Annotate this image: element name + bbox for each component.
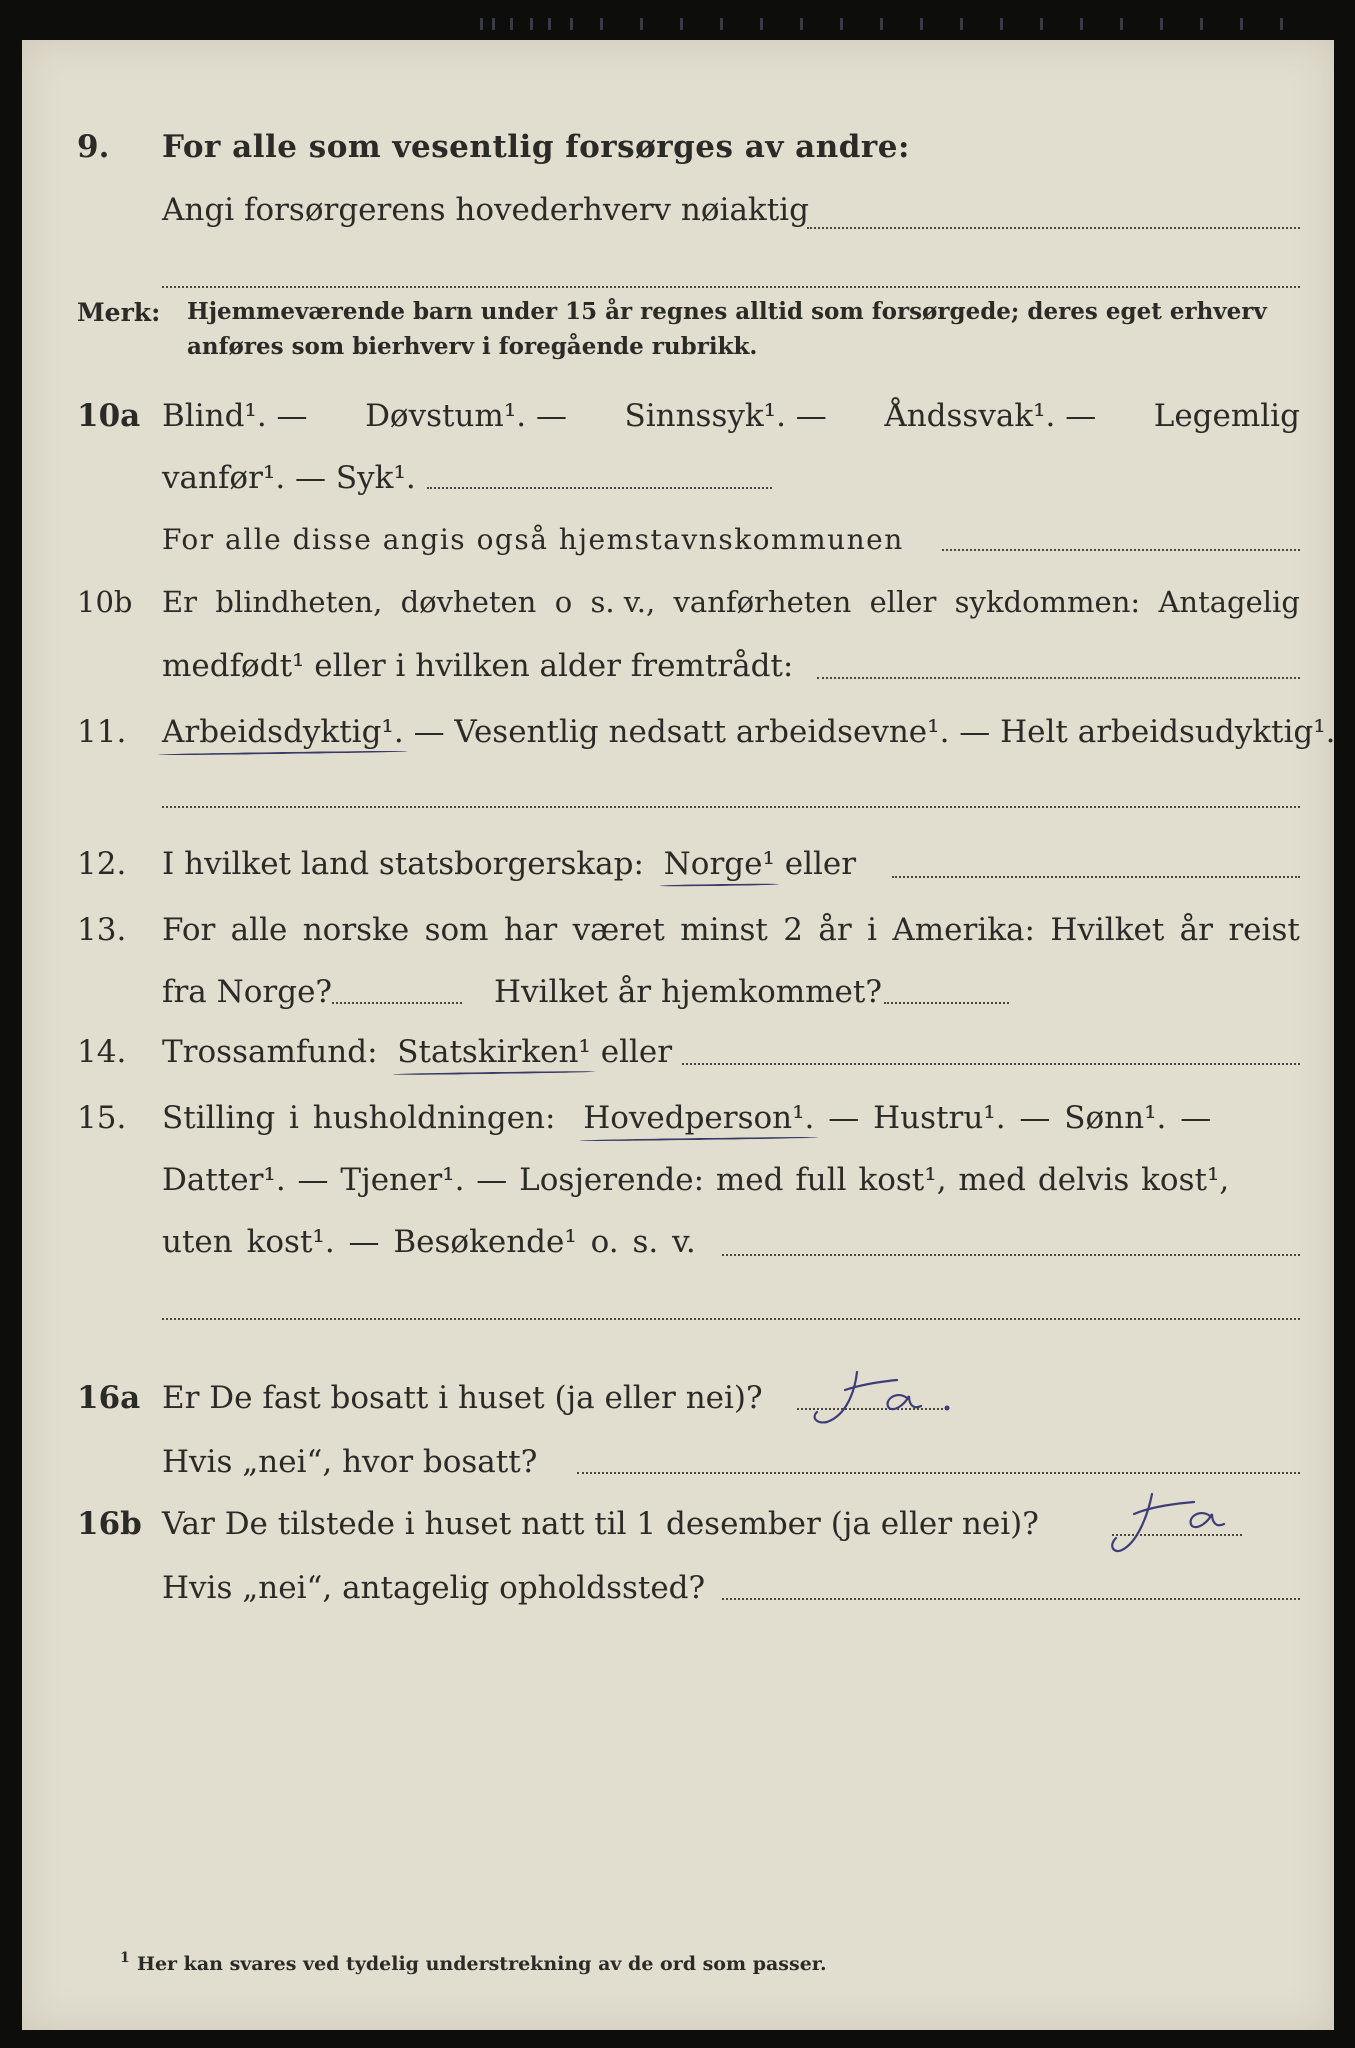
q14-line	[22, 1030, 1334, 1074]
q16a-number: 16a	[77, 1380, 141, 1416]
scan-edge-marks	[0, 0, 1355, 40]
q16b-line2	[22, 1566, 1334, 1610]
q11-rest: — Vesentlig nedsatt arbeidsevne¹. — Helt arbeidsudyktig¹.	[413, 714, 1336, 750]
q12-question: I hvilket land statsborgerskap:	[162, 846, 644, 882]
q13-word: år	[818, 912, 852, 948]
q10a-line2	[22, 456, 1334, 500]
q13-words	[162, 908, 1300, 952]
q15-line2	[22, 1158, 1334, 1202]
q12-number: 12.	[77, 846, 127, 882]
q9-line2-text: Angi forsørgerens hovederhverv nøiaktig	[162, 192, 809, 228]
q15-line1-rest: — Hustru¹. — Sønn¹. —	[828, 1100, 1212, 1136]
q16b-line2-text: Hvis „nei“, antagelig opholdssted?	[162, 1570, 706, 1606]
q15-question: Stilling i husholdningen:	[162, 1100, 556, 1136]
q13-word: Amerika:	[892, 912, 1035, 948]
q14-text	[162, 1030, 672, 1074]
q14-number: 14.	[77, 1034, 127, 1070]
q13-line1	[22, 908, 1334, 952]
q13-word: i	[867, 912, 877, 948]
q13-word: For	[162, 912, 216, 948]
q13-word: 2	[783, 912, 804, 948]
q10a-options	[162, 394, 1300, 438]
census-form-page	[22, 40, 1334, 2030]
q10b-number: 10b	[77, 585, 133, 619]
q13-word: som	[424, 912, 489, 948]
q15-answer-line-2	[162, 1318, 1300, 1320]
merk-line1-text: Hjemmeværende barn under 15 år regnes alltid som forsørgede; deres eget erhverv	[187, 298, 1267, 325]
q15-line1-text	[162, 1096, 1211, 1140]
q11-option-underlined: Arbeidsdyktig¹.	[162, 714, 404, 750]
q15-line1	[22, 1096, 1334, 1140]
q13-year-return-line	[884, 1002, 1009, 1004]
q14-answer-line	[682, 1063, 1300, 1065]
q9-answer-line-2	[162, 286, 1300, 288]
q14-tail: eller	[600, 1034, 673, 1070]
q15-line3	[22, 1220, 1334, 1264]
q10a-option: Legemlig	[1153, 398, 1300, 434]
q13-word: har	[503, 912, 558, 948]
q16a-line1	[22, 1376, 1334, 1420]
q13-word: år	[1179, 912, 1213, 948]
q15-answer-line	[722, 1254, 1300, 1256]
q16a-line2	[22, 1440, 1334, 1484]
q15-line2-text: Datter¹. — Tjener¹. — Losjerende: med full kost¹, med delvis kost¹,	[162, 1162, 1230, 1198]
merk-line2-text: anføres som bierhverv i foregående rubrikk.	[187, 333, 758, 360]
q16b-place-line	[722, 1598, 1300, 1600]
merk-line2	[22, 331, 1334, 375]
q15-option-underlined: Hovedperson¹.	[583, 1100, 815, 1136]
q10b-word: eller	[869, 585, 937, 619]
q14-question: Trossamfund:	[162, 1034, 378, 1070]
q12-line	[22, 842, 1334, 886]
q10b-word: Antagelig	[1158, 585, 1300, 619]
q11-text	[162, 710, 1336, 754]
q15-line3-text: uten kost¹. — Besøkende¹ o. s. v.	[162, 1224, 696, 1260]
q10a-option: Sinnssyk¹. —	[624, 398, 827, 434]
q12-answer-line	[892, 876, 1300, 878]
q11-answer-line	[162, 806, 1300, 808]
q10b-line2-text: medfødt¹ eller i hvilken alder fremtrådt:	[162, 648, 794, 684]
q16b-number: 16b	[77, 1506, 142, 1542]
q12-tail: eller	[784, 846, 857, 882]
q13-line2	[22, 970, 1334, 1014]
q10b-word: vanførheten	[673, 585, 852, 619]
q10b-answer-line	[817, 677, 1300, 679]
q13-returned: Hvilket år hjemkommet?	[494, 974, 882, 1010]
q10a-number: 10a	[77, 398, 141, 434]
q13-word: reist	[1228, 912, 1300, 948]
q10b-line2	[22, 644, 1334, 688]
q10a-line2-text: vanfør¹. — Syk¹.	[162, 460, 416, 496]
footnote-text: Her kan svares ved tydelig understrekning av de ord som passer.	[137, 1953, 827, 1975]
q16a-line2-text: Hvis „nei“, hvor bosatt?	[162, 1444, 538, 1480]
q13-from-norway: fra Norge?	[162, 974, 333, 1010]
merk-label: Merk:	[77, 298, 161, 327]
q13-word: alle	[230, 912, 288, 948]
q13-number: 13.	[77, 912, 127, 948]
q10a-line1	[22, 394, 1334, 438]
q14-option-underlined: Statskirken¹	[397, 1034, 591, 1070]
q10b-word: blindheten,	[215, 585, 383, 619]
q10b-word: o	[554, 585, 573, 619]
q10a-home-answer-line	[942, 549, 1300, 551]
q16b-question: Var De tilstede i huset natt til 1 desember (ja eller nei)?	[162, 1506, 1039, 1542]
q13-word: minst	[680, 912, 768, 948]
q9-title-line	[22, 125, 1334, 169]
q9-line2	[22, 188, 1334, 232]
q12-option-underlined: Norge¹	[663, 846, 775, 882]
q10a-option: Døvstum¹. —	[365, 398, 567, 434]
q9-answer-line	[807, 227, 1300, 229]
q16a-where-line	[577, 1472, 1300, 1474]
q16b-handwritten-answer	[1082, 1480, 1262, 1570]
q11-number: 11.	[77, 714, 127, 750]
q10a-sick-answer-line	[427, 487, 772, 489]
q10b-word: s. v.,	[590, 585, 656, 619]
footnote-mark: 1	[120, 1950, 130, 1966]
q10b-word: Er	[162, 585, 198, 619]
q11-line	[22, 710, 1334, 754]
q10b-line1	[22, 580, 1334, 624]
q10a-option: Blind¹. —	[162, 398, 308, 434]
q10a-line3	[22, 518, 1334, 562]
q16a-handwritten-answer	[797, 1360, 987, 1440]
q13-word: norske	[302, 912, 410, 948]
q15-number: 15.	[77, 1100, 127, 1136]
q10b-word: døvheten	[400, 585, 537, 619]
q9-title: For alle som vesentlig forsørges av andre:	[162, 129, 910, 165]
q13-word: Hvilket	[1050, 912, 1165, 948]
q13-year-left-line	[332, 1002, 462, 1004]
q10a-line3-text: For alle disse angis også hjemstavnskommunen	[162, 523, 904, 556]
q13-word: været	[572, 912, 665, 948]
q10b-words	[162, 580, 1300, 624]
q16a-question: Er De fast bosatt i huset (ja eller nei)?	[162, 1380, 763, 1416]
q10a-option: Åndssvak¹. —	[884, 398, 1097, 434]
q10b-word: sykdommen:	[954, 585, 1141, 619]
q9-number: 9.	[77, 129, 110, 165]
q12-text	[162, 842, 856, 886]
